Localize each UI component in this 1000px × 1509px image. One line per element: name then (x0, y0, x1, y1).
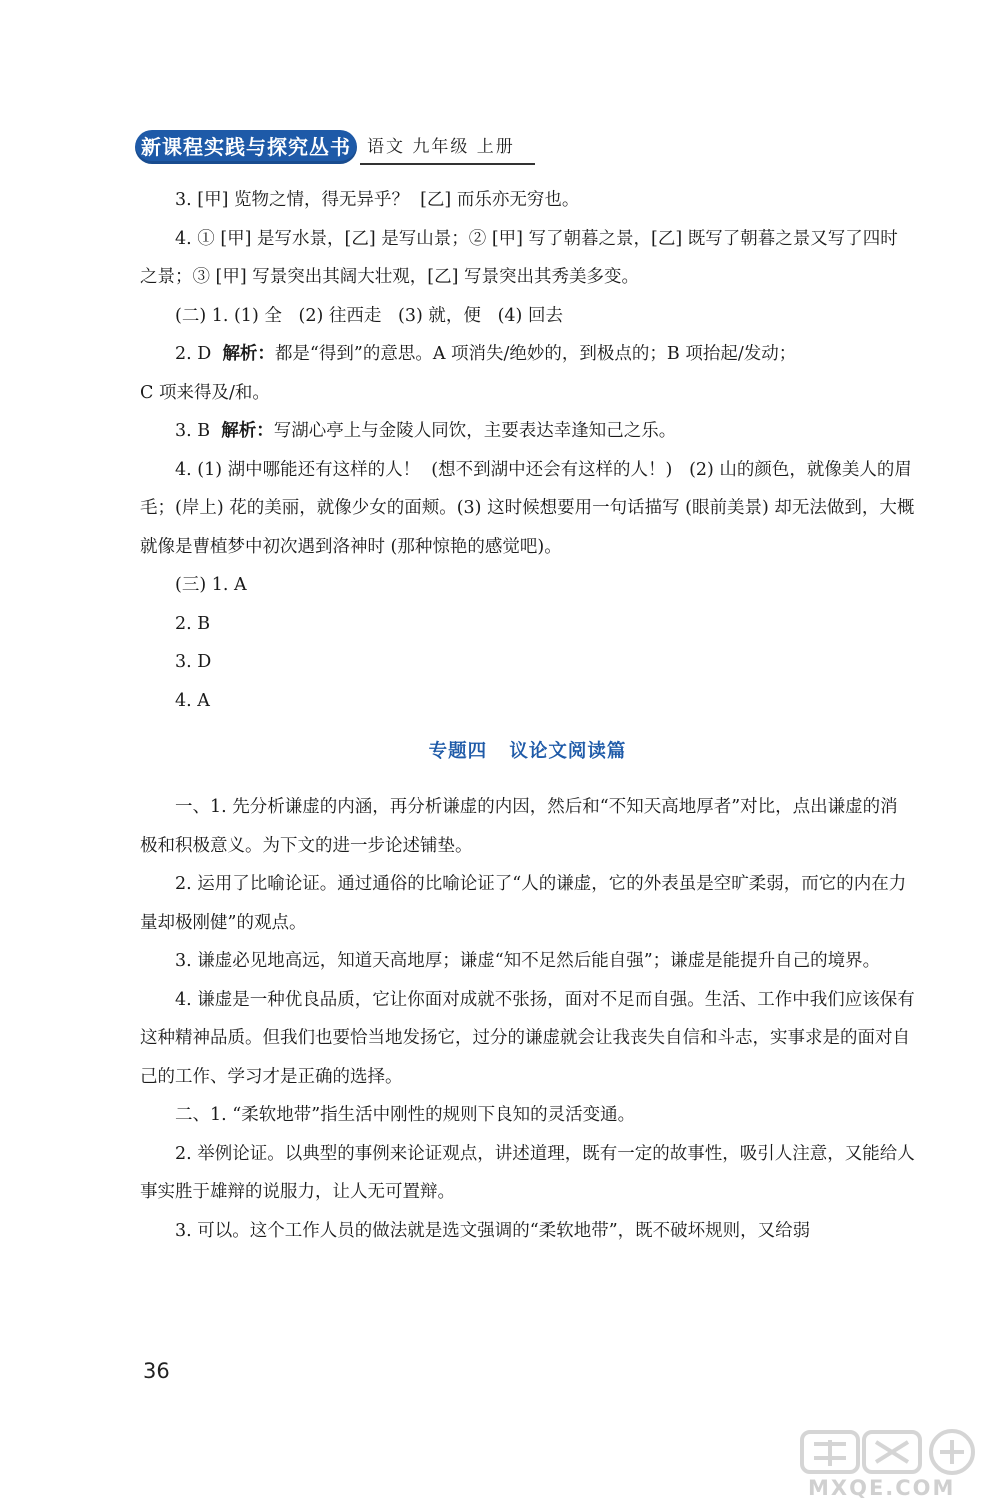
answer-line: 4. A (175, 690, 210, 711)
answer-line: 4. ① [甲] 是写水景，[乙] 是写山景；② [甲] 写了朝暮之景，[乙] 既写了朝暮之景又写了四时之景；③ [甲] 写景突出其阔大壮观，[乙] 写景突出其秀美多变。 (140, 228, 898, 287)
analysis-label: 解析： (221, 421, 274, 441)
page-number: 36 (143, 1359, 170, 1383)
answer-line: 2. 举例论证。以典型的事例来论证观点，讲述道理，既有一定的故事性，吸引人注意，又能给人事实胜于雄辩的说服力，让人无可置辩。 (140, 1143, 915, 1202)
watermark (800, 1428, 985, 1503)
answer-line: 3. 可以。这个工作人员的做法就是选文强调的“柔软地带”，既不破坏规则，又给弱 (175, 1220, 811, 1241)
answer-line: 3. [甲] 览物之情，得无异乎？ [乙] 而乐亦无穷也。 (175, 190, 580, 210)
analysis-label: 解析： (222, 344, 275, 364)
section-title: 专题四 议论文阅读篇 (428, 741, 627, 762)
page-header (135, 130, 545, 170)
answer-line (140, 335, 915, 374)
answer-line: (三) 1. A (175, 575, 247, 595)
item-number: 3. B (175, 421, 211, 441)
item-number: 2. D (175, 344, 212, 364)
answer-line: 4. (1) 湖中哪能还有这样的人！ (想不到湖中还会有这样的人！) (2) 山的颜色，就像美人的眉毛；(岸上) 花的美丽，就像少女的面颊。(3) 这时候想要用一句话描写 (眼前美景) 却无法做到，大概就像是曹植梦中初次遇到洛神时 (那种惊艳的感觉吧)。 (140, 459, 915, 557)
answer-line: 3. D (175, 652, 212, 672)
answer-line: 2. B (175, 613, 211, 634)
answer-line: C 项来得及/和。 (140, 382, 270, 403)
series-title-badge: 新课程实践与探究丛书 (135, 130, 357, 164)
analysis-text: 写湖心亭上与金陵人同饮，主要表达幸逢知己之乐。 (273, 421, 677, 441)
answer-line: 3. 谦虚必见地高远，知道天高地厚；谦虚“知不足然后能自强”；谦虚是能提升自己的境界。 (175, 951, 881, 971)
answer-line (140, 412, 915, 451)
analysis-text: 都是“得到”的意思。A 项消失/绝妙的，到极点的；B 项抬起/发动； (274, 344, 797, 364)
answer-line: 二、1. “柔软地带”指生活中刚性的规则下良知的灵活变通。 (175, 1105, 636, 1125)
watermark-logo-icon (800, 1428, 985, 1476)
header-underline (360, 163, 535, 165)
answer-content (140, 181, 915, 1250)
answer-line: 2. 运用了比喻论证。通过通俗的比喻论证了“人的谦虚，它的外表虽是空旷柔弱，而它的内在力量却极刚健”的观点。 (140, 874, 907, 933)
watermark-url: MXQE.COM (808, 1476, 956, 1500)
book-info: 语文 九年级 上册 (367, 137, 515, 157)
answer-line: 4. 谦虚是一种优良品质，它让你面对成就不张扬，面对不足而自强。生活、工作中我们应该保有这种精神品质。但我们也要恰当地发扬它，过分的谦虚就会让我丧失自信和斗志，实事求是的面对自己的工作、学习才是正确的选择。 (140, 989, 915, 1087)
answer-line: (二) 1. (1) 全 (2) 往西走 (3) 就，便 (4) 回去 (175, 305, 563, 326)
answer-line: 一、1. 先分析谦虚的内涵，再分析谦虚的内因，然后和“不知天高地厚者”对比，点出谦虚的消极和积极意义。为下文的进一步论述铺垫。 (140, 797, 898, 856)
